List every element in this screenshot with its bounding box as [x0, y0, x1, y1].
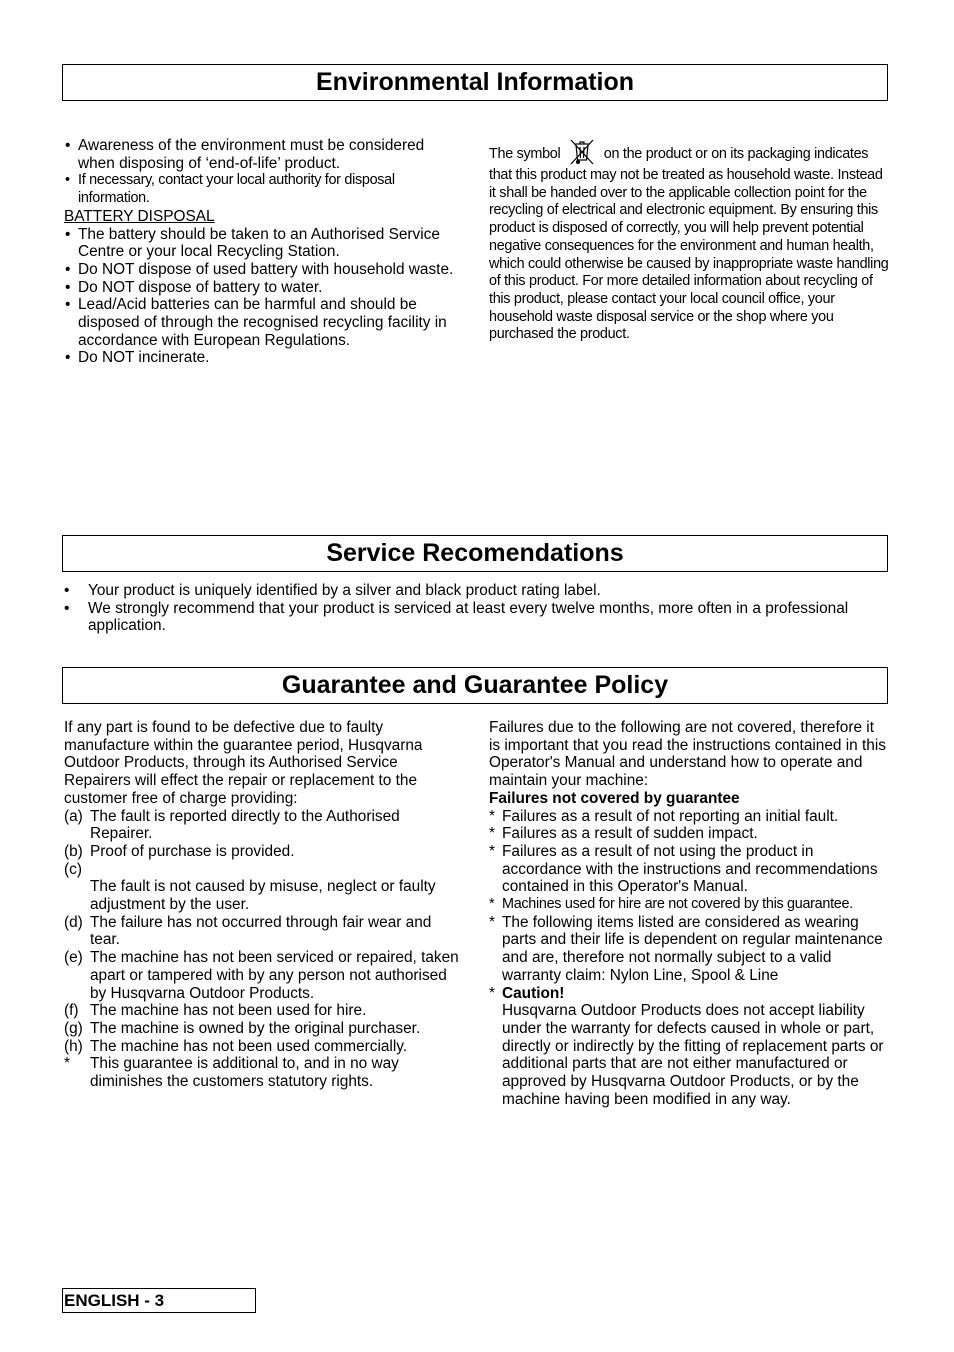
list-item: • Do NOT incinerate.	[65, 349, 210, 367]
guarantee-section-title: Guarantee and Guarantee Policy	[62, 667, 888, 704]
condition-item: (e) The machine has not been serviced or repaired, taken apart or tampered with by any person not authorised by Husqvarna Outdoor Products.	[64, 949, 459, 1002]
condition-item: (f) The machine has not been used for hire.	[64, 1002, 367, 1020]
crossed-out-wheelie-bin-icon	[565, 137, 599, 167]
caution-label: Caution!	[502, 984, 565, 1002]
condition-item: (g) The machine is owned by the original purchaser.	[64, 1019, 421, 1037]
page-footer-label: ENGLISH - 3	[62, 1288, 256, 1313]
exclusion-item: * Machines used for hire are not covered by this guarantee.	[489, 896, 853, 913]
guarantee-right-column	[489, 719, 889, 1108]
guarantee-intro: If any part is found to be defective due to faulty manufacture within the guarantee period, Husqvarna Outdoor Products, through its Authorised Service Repairers will effect the repair or replacement to the customer free of charge providing:	[64, 719, 423, 807]
condition-item: (c)	[64, 860, 82, 878]
exclusion-item: * Failures as a result of sudden impact.	[489, 825, 758, 843]
env-right-column: The symbol on the product or on its packaging indicates that this product may not be treated as household waste. Instead it shall be handed over to the applicable collection point for the recycling of electrical and electronic equipment. By ensuring this product is disposed of correctly, you will help prevent potential negative consequences for the environment and human health, which could otherwise be caused by inappropriate waste handling of this product. For more detailed information about recycling of this product, please contact your local council office, your household waste disposal service or the shop where you purchased the product.	[489, 137, 889, 344]
list-item: • Your product is uniquely identified by a silver and black product rating label.	[64, 582, 601, 599]
condition-item: (h) The machine has not been used commercially.	[64, 1037, 408, 1055]
condition-item: (a) The fault is reported directly to the Authorised Repairer.	[64, 807, 400, 843]
list-item: • Lead/Acid batteries can be harmful and should be disposed of through the recognised recycling facility in accordance with European Regulations.	[65, 296, 447, 349]
exclusions-heading: Failures not covered by guarantee	[489, 789, 740, 807]
list-item: • Awareness of the environment must be considered when disposing of ‘end-of-life’ product.	[65, 137, 425, 172]
list-item: • Do NOT dispose of battery to water.	[65, 278, 323, 296]
service-list	[62, 582, 852, 635]
list-item: • The battery should be taken to an Authorised Service Centre or your local Recycling Station.	[65, 225, 440, 261]
guarantee-left-column	[64, 719, 464, 1091]
list-item: • Do NOT dispose of used battery with household waste.	[65, 260, 454, 278]
caution-item: * Caution! Husqvarna Outdoor Products does not accept liability under the warranty for defects caused in whole or part, directly or indirectly by the fitting of replacement parts or additional parts that are not either manufactured or approved by Husqvarna Outdoor Products, or by the machine having been modified in any way.	[489, 985, 889, 1109]
condition-item: The fault is not caused by misuse, neglect or faulty adjustment by the user.	[90, 878, 436, 914]
list-item: • We strongly recommend that your product is serviced at least every twelve months, more often in a professional application.	[64, 599, 849, 635]
exclusion-item: * Failures as a result of not reporting an initial fault.	[489, 807, 839, 825]
condition-item: (d) The failure has not occurred through fair wear and tear.	[64, 913, 432, 949]
condition-item: (b) Proof of purchase is provided.	[64, 842, 295, 860]
battery-disposal-heading: BATTERY DISPOSAL	[64, 207, 215, 225]
exclusion-item: * Failures as a result of not using the product in accordance with the instructions and recommendations contained in this Operator's Manual.	[489, 842, 878, 896]
condition-item: * This guarantee is additional to, and in no way diminishes the customers statutory rights.	[64, 1055, 399, 1091]
caution-text: Husqvarna Outdoor Products does not accept liability under the warranty for defects caused in whole or part, directly or indirectly by the fitting of replacement parts or additional parts that are not either manufactured or approved by Husqvarna Outdoor Products, or by the machine having been modified in any way.	[502, 1002, 884, 1108]
env-left-column	[64, 137, 464, 367]
exclusion-item: * The following items listed are considered as wearing parts and their life is dependent on regular maintenance and are, therefore not normally subject to a valid warranty claim: Nylon Line, Spool & Line	[489, 913, 883, 984]
exclusions-intro: Failures due to the following are not covered, therefore it is important that you read the instructions contained in this Operator's Manual and understand how to operate and maintain your machine:	[489, 719, 886, 790]
list-item: • If necessary, contact your local authority for disposal information.	[65, 172, 395, 207]
service-section-title: Service Recomendations	[62, 535, 888, 572]
env-section-title: Environmental Information	[62, 64, 888, 101]
